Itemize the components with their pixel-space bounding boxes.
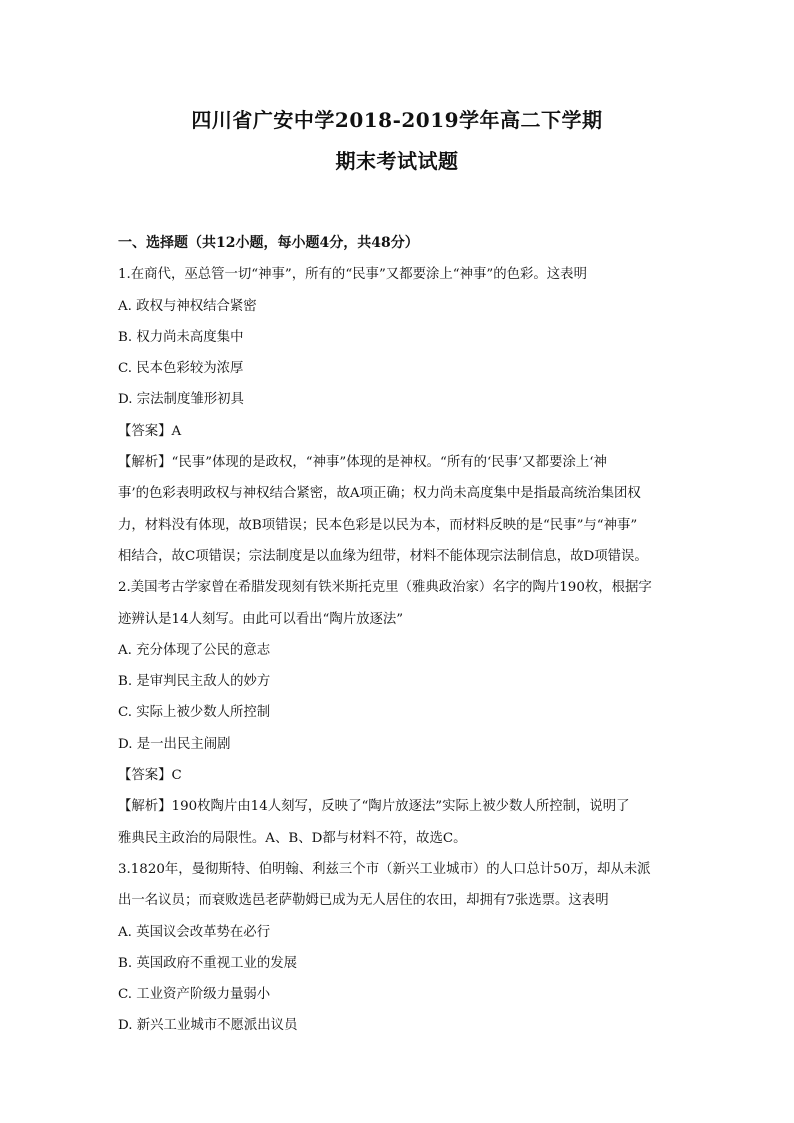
analysis-line: 【解析】“民事”体现的是政权，“神事”体现的是神权。“所有的‘民事’又都要涂上‘神 [118, 455, 607, 471]
option-a: A. 充分体现了公民的意志 [118, 642, 271, 658]
option-d: D. 是一出民主闹剧 [118, 736, 231, 752]
analysis-line: 雅典民主政治的局限性。A、B、D都与材料不符，故选C。 [118, 830, 467, 846]
option-b: B. 是审判民主敌人的妙方 [118, 674, 271, 690]
option-b: B. 权力尚未高度集中 [118, 329, 244, 345]
question-stem: 3.1820年，曼彻斯特、伯明翰、利兹三个市（新兴工业城市）的人口总计50万，却从未派 [118, 861, 651, 877]
question-1 [118, 259, 678, 572]
analysis-line: 【解析】190枚陶片由14人刻写，反映了“陶片放逐法”实际上被少数人所控制，说明了 [118, 799, 630, 815]
question-3 [118, 854, 678, 1042]
document-title: 四川省广安中学2018-2019学年高二下学期 [191, 108, 603, 132]
section-heading: 一、选择题（共12小题，每小题4分，共48分） [118, 235, 419, 251]
question-stem: 1.在商代，巫总管一切“神事”，所有的“民事”又都要涂上“神事”的色彩。这表明 [118, 267, 587, 283]
analysis-line: 力，材料没有体现，故B项错误；民本色彩是以民为本，而材料反映的是“民事”与“神事” [118, 517, 638, 533]
option-a: A. 英国议会改革势在必行 [118, 924, 271, 940]
question-stem: 2.美国考古学家曾在希腊发现刻有铁米斯托克里（雅典政治家）名字的陶片190枚，根据字 [118, 580, 652, 596]
question-stem: 出一名议员；而衰败选邑老萨勒姆已成为无人居住的农田，却拥有7张选票。这表明 [118, 893, 609, 909]
option-d: D. 新兴工业城市不愿派出议员 [118, 1018, 298, 1034]
option-c: C. 民本色彩较为浓厚 [118, 361, 244, 377]
option-a: A. 政权与神权结合紧密 [118, 298, 257, 314]
answer-label: 【答案】A [118, 423, 182, 439]
option-c: C. 工业资产阶级力量弱小 [118, 987, 271, 1003]
document-subtitle: 期末考试试题 [335, 149, 459, 173]
option-d: D. 宗法制度雏形初具 [118, 392, 244, 408]
analysis-line: 相结合，故C项错误；宗法制度是以血缘为纽带，材料不能体现宗法制信息，故D项错误。 [118, 548, 648, 564]
question-2 [118, 572, 678, 854]
question-stem: 迹辨认是14人刻写。由此可以看出“陶片放逐法” [118, 611, 404, 627]
option-c: C. 实际上被少数人所控制 [118, 705, 271, 721]
analysis-line: 事’的色彩表明政权与神权结合紧密，故A项正确；权力尚未高度集中是指最高统治集团权 [118, 486, 641, 502]
answer-label: 【答案】C [118, 768, 182, 784]
document-body [118, 228, 678, 1042]
option-b: B. 英国政府不重视工业的发展 [118, 955, 298, 971]
